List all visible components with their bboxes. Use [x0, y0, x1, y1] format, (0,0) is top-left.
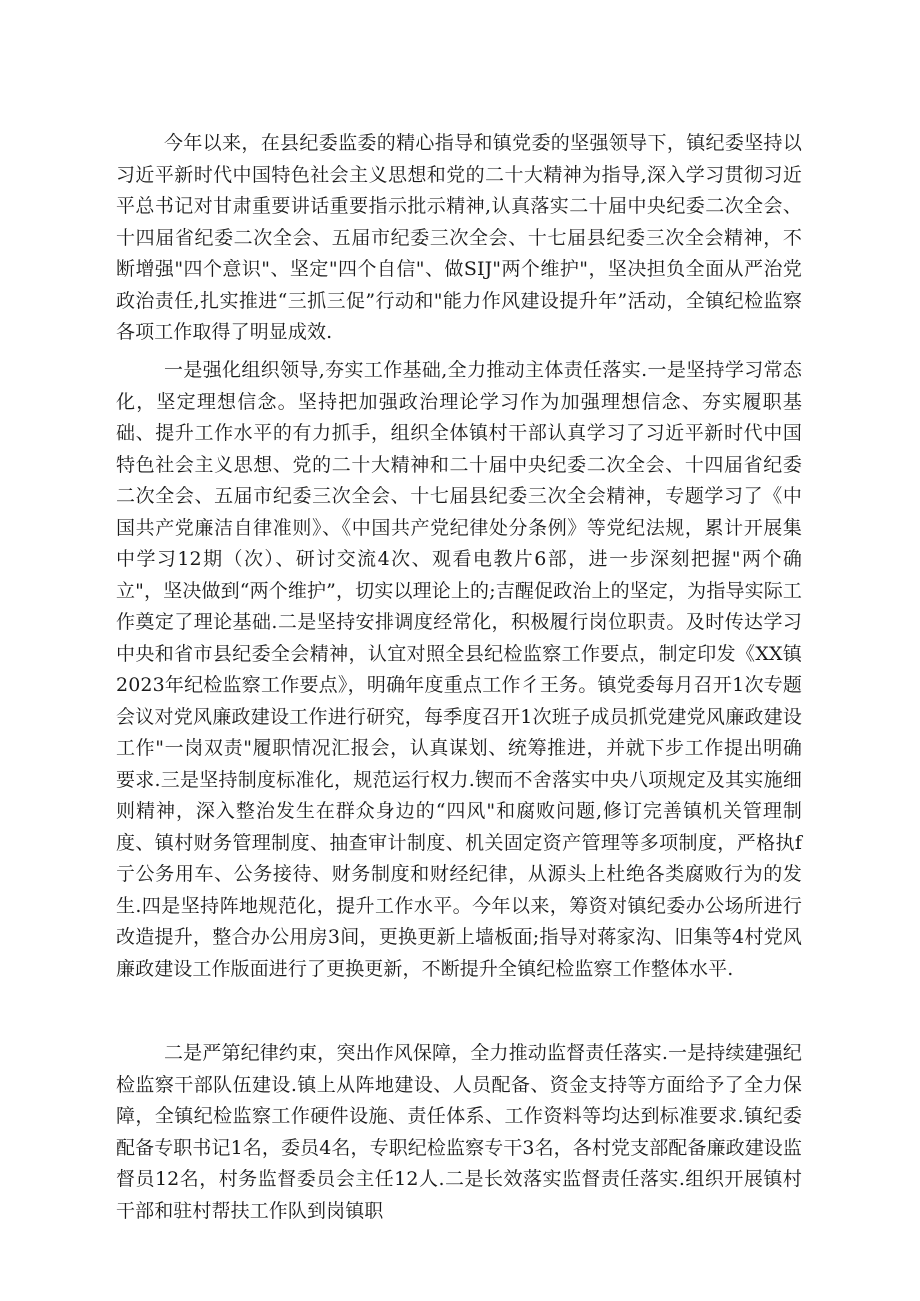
paragraph-intro: 今年以来，在县纪委监委的精心指导和镇党委的坚强领导下，镇纪委坚持以习近平新时代中国特色社会主义思想和党的二十大精神为指导,深入学习贯彻习近平总书记对甘肃重要讲话重要指示批示精神,认真落实二十届中央纪委二次全会、十四届省纪委二次全会、五届市纪委三次全会、十七届县纪委三次全会精神，不断增强"四个意识"、坚定"四个自信"、做SIJ"两个维护"，坚决担负全面从严治党政治责任,扎实推进“三抓三促”行动和"能力作风建设提升年”活动，全镇纪检监察各项工作取得了明显成效. — [116, 132, 802, 343]
paragraph-section-two: 二是严第纪律约束，突出作风保障，全力推动监督责任落实.一是持续建强纪检监察干部队伍建设.镇上从阵地建设、人员配备、资金支持等方面给予了全力保障，全镇纪检监察工作硬件设施、责任体系、工作资料等均达到标准要求.镇纪委配备专职书记1名，委员4名，专职纪检监察专干3名，各村党支部配备廉政建设监督员12名，村务监督委员会主任12人.二是长效落实监督责任落实.组织开展镇村干部和驻村帮扶工作队到岗镇职 — [116, 1042, 802, 1222]
paragraph-section-one: 一是强化组织领导,夯实工作基础,全力推动主体责任落实.一是坚持学习常态化，坚定理想信念。坚持把加强政治理论学习作为加强理想信念、夯实履职基础、提升工作水平的有力抓手，组织全体镇村干部认真学习了习近平新时代中国特色社会主义思想、党的二十大精神和二十届中央纪委二次全会、十四届省纪委二次全会、五届市纪委三次全会、十七届县纪委三次全会精神，专题学习了《中国共产党廉洁自律准则》、《中国共产党纪律处分条例》等党纪法规，累计开展集中学习12期（次）、研讨交流4次、观看电教片6部，进一步深刻把握"两个确立"，坚决做到“两个维护”，切实以理论上的;吉醒促政治上的坚定，为指导实际工作奠定了理论基础.二是坚持安排调度经常化，积极履行岗位职责。及时传达学习中央和省市县纪委全会精神，认宜对照全县纪检监察工作要点，制定印发《XX镇2023年纪检监察工作要点》，明确年度重点工作彳王务。镇党委每月召开1次专题会议对党风廉政建设工作进行研究，每季度召开1次班子成员抓党建党风廉政建设工作"一岗双责"履职情况汇报会，认真谋划、统筹推进，并就下步工作提出明确要求.三是坚持制度标准化，规范运行权力.锲而不舍落实中央八项规定及其实施细则精神，深入整治发生在群众身边的“四风"和腐败问题,修订完善镇机关管理制度、镇村财务管理制度、抽查审计制度、机关固定资产管理等多项制度，严格执f亍公务用车、公务接待、财务制度和财经纪律，从源头上杜绝各类腐败行为的发生.四是坚持阵地规范化，提升工作水平。今年以来，筹资对镇纪委办公场所进行改造提升，整合办公用房3间，更换更新上墙板面;指导对蒋家沟、旧集等4村党风廉政建设工作版面进行了更换更新，不断提升全镇纪检监察工作整体水平. — [116, 359, 802, 980]
